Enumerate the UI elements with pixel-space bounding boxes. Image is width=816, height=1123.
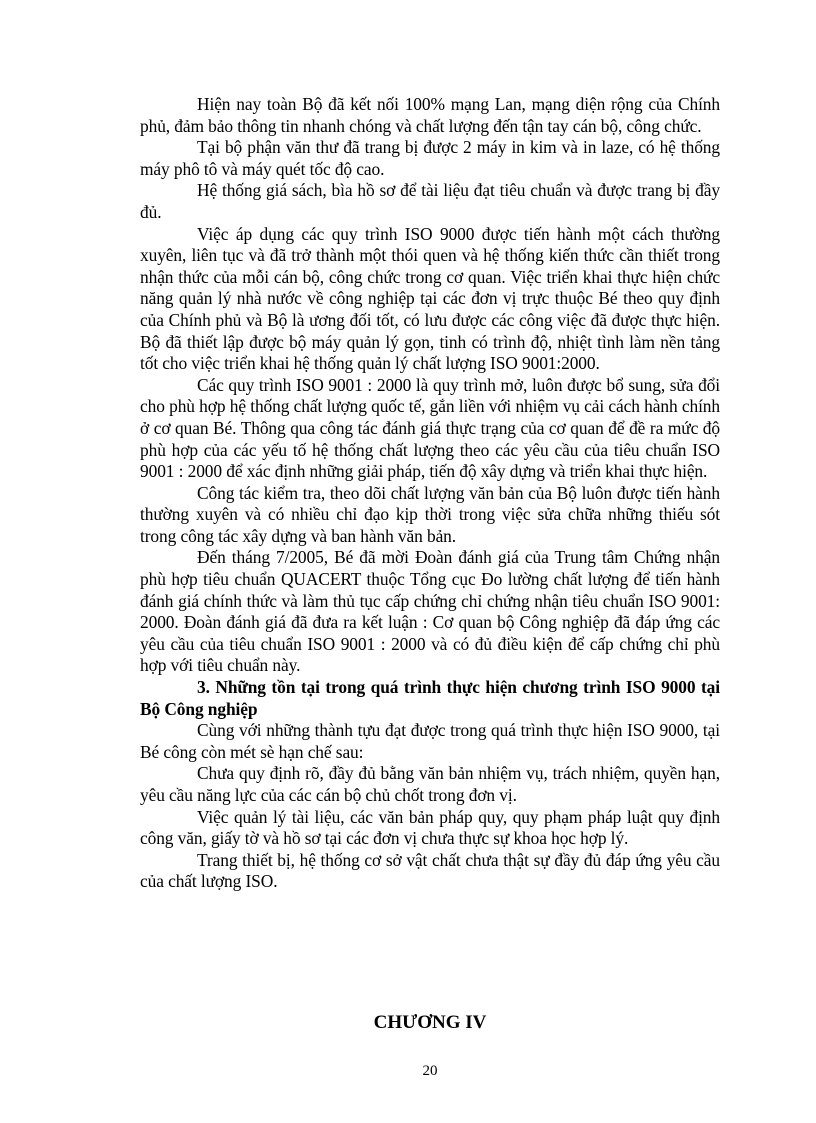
paragraph-limitations-intro: Cùng với những thành tựu đạt được trong quá trình thực hiện ISO 9000, tại Bé công còn mét sè hạn chế sau: xyxy=(140,720,720,762)
paragraph-network: Hiện nay toàn Bộ đã kết nối 100% mạng Lan, mạng diện rộng của Chính phủ, đảm bảo thông tin nhanh chóng và chất lượng đến tận tay cán bộ, công chức. xyxy=(140,94,720,136)
paragraph-office-equipment: Tại bộ phận văn thư đã trang bị được 2 máy in kim và in laze, có hệ thống máy phô tô và máy quét tốc độ cao. xyxy=(140,137,720,179)
paragraph-iso-application: Việc áp dụng các quy trình ISO 9000 được tiến hành một cách thường xuyên, liên tục và đã trở thành một thói quen và hệ thống kiến thức cần thiết trong nhận thức của mỗi cán bộ, công chức trong cơ quan. Việc triển khai thực hiện chức năng quản lý nhà nước về công nghiệp tại các đơn vị trực thuộc Bé theo quy định của Chính phủ và Bộ là ương đối tốt, có lưu được các công việc đã được thực hiện. Bộ đã thiết lập được bộ máy quản lý gọn, tinh có trình độ, nhiệt tình làm nền tảng tốt cho việc triển khai hệ thống quản lý chất lượng ISO 9001:2000. xyxy=(140,223,720,374)
paragraph-certification: Đến tháng 7/2005, Bé đã mời Đoàn đánh giá của Trung tâm Chứng nhận phù hợp tiêu chuẩn QUACERT thuộc Tổng cục Đo lường chất lượng để tiến hành đánh giá chính thức và làm thủ tục cấp chứng chỉ chứng nhận tiêu chuẩn ISO 9001: 2000. Đoàn đánh giá đã đưa ra kết luận : Cơ quan bộ Công nghiệp đã đáp ứng các yêu cầu của tiêu chuẩn ISO 9001 : 2000 và có đủ điều kiện để cấp chứng chỉ phù hợp với tiêu chuẩn này. xyxy=(140,547,720,676)
chapter-title: CHƯƠNG IV xyxy=(373,1012,487,1033)
paragraph-quality-control: Công tác kiểm tra, theo dõi chất lượng văn bản của Bộ luôn được tiến hành thường xuyên và có nhiều chỉ đạo kịp thời trong việc sửa chữa những thiếu sót trong công tác xây dựng và ban hành văn bản. xyxy=(140,482,720,546)
section-heading: 3. Những tồn tại trong quá trình thực hiện chương trình ISO 9000 tại Bộ Công nghiệp xyxy=(140,677,720,719)
paragraph-limitation-responsibilities: Chưa quy định rõ, đầy đủ bằng văn bản nhiệm vụ, trách nhiệm, quyền hạn, yêu cầu năng lực của các cán bộ chủ chốt trong đơn vị. xyxy=(140,763,720,805)
paragraph-iso-processes: Các quy trình ISO 9001 : 2000 là quy trình mở, luôn được bổ sung, sửa đổi cho phù hợp hệ thống chất lượng quốc tế, gắn liền với nhiệm vụ cải cách hành chính ở cơ quan Bé. Thông qua công tác đánh giá thực trạng của cơ quan để đề ra mức độ phù hợp của các yếu tố hệ thống chất lượng theo các yêu cầu của tiêu chuẩn ISO 9001 : 2000 để xác định những giải pháp, tiến độ xây dựng và triển khai thực hiện. xyxy=(140,374,720,482)
paragraph-limitation-equipment: Trang thiết bị, hệ thống cơ sở vật chất chưa thật sự đầy đủ đáp ứng yêu cầu của chất lượng ISO. xyxy=(140,849,720,892)
paragraph-limitation-documents: Việc quản lý tài liệu, các văn bản pháp quy, quy phạm pháp luật quy định công văn, giấy tờ và hồ sơ tại các đơn vị chưa thực sự khoa học hợp lý. xyxy=(140,806,720,849)
paragraph-bookshelves: Hệ thống giá sách, bìa hồ sơ để tài liệu đạt tiêu chuẩn và được trang bị đầy đủ. xyxy=(140,180,720,222)
document-body xyxy=(140,94,720,893)
page-number: 20 xyxy=(422,1063,438,1079)
